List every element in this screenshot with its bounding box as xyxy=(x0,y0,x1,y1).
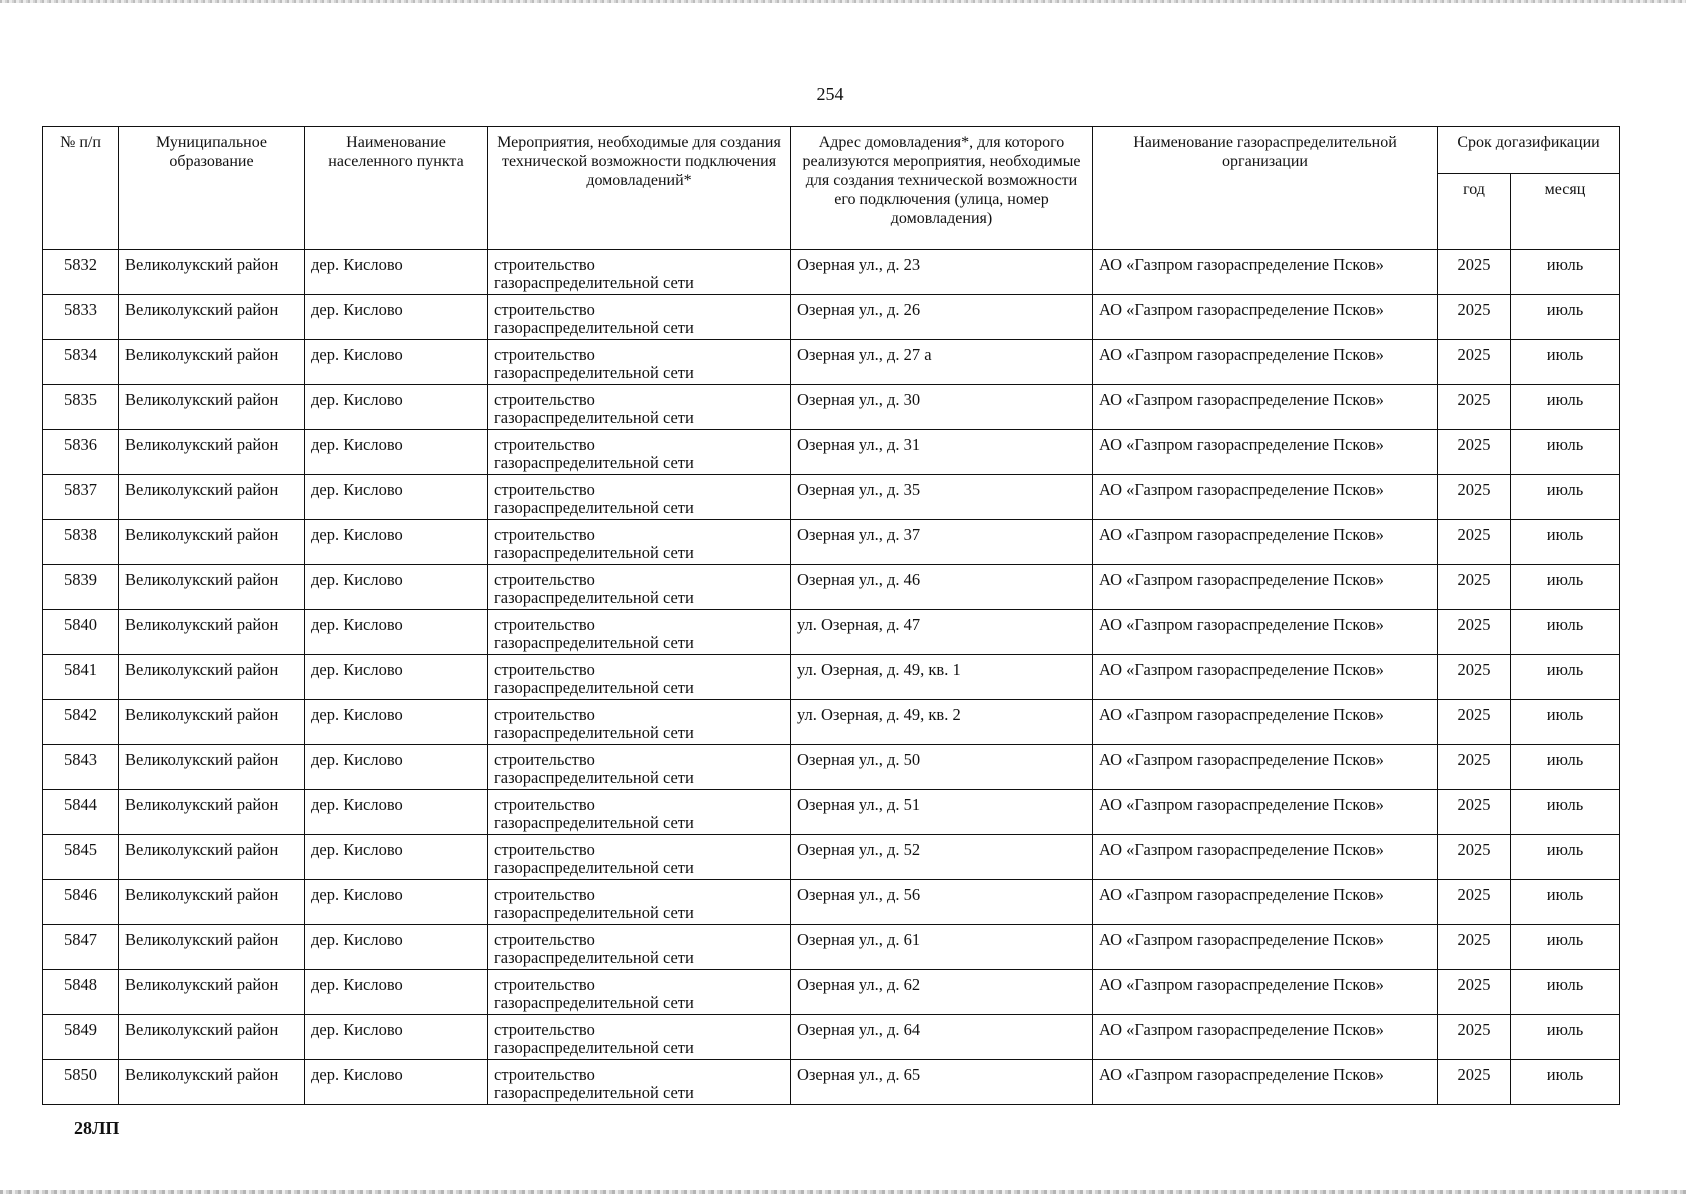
cell-month: июль xyxy=(1511,250,1620,295)
cell-address: Озерная ул., д. 52 xyxy=(791,835,1093,880)
cell-municipality: Великолукский район xyxy=(119,970,305,1015)
cell-measure xyxy=(488,1015,791,1060)
measure-line-1: строительство xyxy=(494,1020,595,1039)
cell-year: 2025 xyxy=(1438,790,1511,835)
table-header xyxy=(43,127,1620,250)
table-row xyxy=(43,295,1620,340)
cell-year: 2025 xyxy=(1438,475,1511,520)
cell-num: 5841 xyxy=(43,655,119,700)
cell-measure xyxy=(488,925,791,970)
cell-month: июль xyxy=(1511,520,1620,565)
cell-month: июль xyxy=(1511,475,1620,520)
header-municipality: Муниципальное образование xyxy=(119,127,305,250)
header-year: год xyxy=(1438,174,1511,250)
table-body xyxy=(43,250,1620,1105)
cell-year: 2025 xyxy=(1438,745,1511,790)
measure-line-1: строительство xyxy=(494,255,595,274)
cell-measure xyxy=(488,475,791,520)
measure-line-2: газораспределительной сети xyxy=(494,498,694,517)
cell-address: Озерная ул., д. 64 xyxy=(791,1015,1093,1060)
cell-settlement: дер. Кислово xyxy=(305,925,488,970)
cell-municipality: Великолукский район xyxy=(119,250,305,295)
cell-settlement: дер. Кислово xyxy=(305,295,488,340)
cell-organization: АО «Газпром газораспределение Псков» xyxy=(1093,250,1438,295)
cell-month: июль xyxy=(1511,655,1620,700)
cell-address: Озерная ул., д. 37 xyxy=(791,520,1093,565)
cell-organization: АО «Газпром газораспределение Псков» xyxy=(1093,340,1438,385)
cell-address: ул. Озерная, д. 49, кв. 1 xyxy=(791,655,1093,700)
cell-address: Озерная ул., д. 61 xyxy=(791,925,1093,970)
cell-address: Озерная ул., д. 62 xyxy=(791,970,1093,1015)
cell-address: ул. Озерная, д. 47 xyxy=(791,610,1093,655)
cell-municipality: Великолукский район xyxy=(119,790,305,835)
cell-measure xyxy=(488,565,791,610)
cell-measure xyxy=(488,250,791,295)
cell-measure xyxy=(488,655,791,700)
cell-month: июль xyxy=(1511,385,1620,430)
cell-address: Озерная ул., д. 26 xyxy=(791,295,1093,340)
measure-line-1: строительство xyxy=(494,300,595,319)
measure-line-2: газораспределительной сети xyxy=(494,543,694,562)
cell-num: 5846 xyxy=(43,880,119,925)
cell-year: 2025 xyxy=(1438,565,1511,610)
cell-num: 5845 xyxy=(43,835,119,880)
cell-municipality: Великолукский район xyxy=(119,565,305,610)
cell-address: ул. Озерная, д. 49, кв. 2 xyxy=(791,700,1093,745)
gasification-table xyxy=(42,126,1620,1105)
cell-organization: АО «Газпром газораспределение Псков» xyxy=(1093,385,1438,430)
cell-organization: АО «Газпром газораспределение Псков» xyxy=(1093,1015,1438,1060)
table-row xyxy=(43,565,1620,610)
cell-organization: АО «Газпром газораспределение Псков» xyxy=(1093,1060,1438,1105)
measure-line-1: строительство xyxy=(494,525,595,544)
cell-settlement: дер. Кислово xyxy=(305,655,488,700)
measure-line-2: газораспределительной сети xyxy=(494,273,694,292)
table-row xyxy=(43,790,1620,835)
table-row xyxy=(43,655,1620,700)
cell-month: июль xyxy=(1511,430,1620,475)
measure-line-2: газораспределительной сети xyxy=(494,723,694,742)
table-row xyxy=(43,340,1620,385)
header-measures: Мероприятия, необходимые для создания технической возможности подключения домовладений* xyxy=(488,127,791,250)
cell-municipality: Великолукский район xyxy=(119,655,305,700)
cell-num: 5847 xyxy=(43,925,119,970)
measure-line-1: строительство xyxy=(494,660,595,679)
cell-year: 2025 xyxy=(1438,700,1511,745)
cell-settlement: дер. Кислово xyxy=(305,1015,488,1060)
cell-address: Озерная ул., д. 27 а xyxy=(791,340,1093,385)
cell-organization: АО «Газпром газораспределение Псков» xyxy=(1093,835,1438,880)
cell-organization: АО «Газпром газораспределение Псков» xyxy=(1093,925,1438,970)
table-row xyxy=(43,610,1620,655)
cell-organization: АО «Газпром газораспределение Псков» xyxy=(1093,430,1438,475)
cell-year: 2025 xyxy=(1438,295,1511,340)
cell-municipality: Великолукский район xyxy=(119,475,305,520)
table-row xyxy=(43,700,1620,745)
cell-num: 5843 xyxy=(43,745,119,790)
cell-month: июль xyxy=(1511,880,1620,925)
cell-measure xyxy=(488,745,791,790)
table-row xyxy=(43,1060,1620,1105)
cell-num: 5838 xyxy=(43,520,119,565)
cell-month: июль xyxy=(1511,340,1620,385)
table-row xyxy=(43,970,1620,1015)
cell-address: Озерная ул., д. 50 xyxy=(791,745,1093,790)
cell-organization: АО «Газпром газораспределение Псков» xyxy=(1093,520,1438,565)
measure-line-1: строительство xyxy=(494,435,595,454)
header-organization: Наименование газораспределительной организации xyxy=(1093,127,1438,250)
measure-line-2: газораспределительной сети xyxy=(494,363,694,382)
cell-num: 5842 xyxy=(43,700,119,745)
cell-year: 2025 xyxy=(1438,880,1511,925)
measure-line-1: строительство xyxy=(494,705,595,724)
header-term: Срок догазификации xyxy=(1438,127,1620,174)
table-row xyxy=(43,925,1620,970)
cell-address: Озерная ул., д. 51 xyxy=(791,790,1093,835)
measure-line-2: газораспределительной сети xyxy=(494,813,694,832)
measure-line-1: строительство xyxy=(494,480,595,499)
measure-line-1: строительство xyxy=(494,750,595,769)
cell-year: 2025 xyxy=(1438,1060,1511,1105)
measure-line-2: газораспределительной сети xyxy=(494,408,694,427)
measure-line-1: строительство xyxy=(494,345,595,364)
table-row xyxy=(43,430,1620,475)
scan-edge-bottom xyxy=(0,1190,1686,1194)
cell-year: 2025 xyxy=(1438,250,1511,295)
cell-month: июль xyxy=(1511,700,1620,745)
cell-settlement: дер. Кислово xyxy=(305,340,488,385)
measure-line-1: строительство xyxy=(494,975,595,994)
cell-organization: АО «Газпром газораспределение Псков» xyxy=(1093,970,1438,1015)
cell-measure xyxy=(488,385,791,430)
cell-measure xyxy=(488,790,791,835)
cell-settlement: дер. Кислово xyxy=(305,475,488,520)
header-settlement: Наименование населенного пункта xyxy=(305,127,488,250)
cell-year: 2025 xyxy=(1438,385,1511,430)
measure-line-2: газораспределительной сети xyxy=(494,903,694,922)
cell-settlement: дер. Кислово xyxy=(305,430,488,475)
table-row xyxy=(43,475,1620,520)
cell-measure xyxy=(488,610,791,655)
cell-measure xyxy=(488,520,791,565)
cell-num: 5837 xyxy=(43,475,119,520)
header-num: № п/п xyxy=(43,127,119,250)
cell-municipality: Великолукский район xyxy=(119,745,305,790)
cell-measure xyxy=(488,700,791,745)
measure-line-1: строительство xyxy=(494,840,595,859)
scan-edge-top xyxy=(0,0,1686,3)
measure-line-2: газораспределительной сети xyxy=(494,633,694,652)
cell-address: Озерная ул., д. 56 xyxy=(791,880,1093,925)
measure-line-2: газораспределительной сети xyxy=(494,453,694,472)
cell-municipality: Великолукский район xyxy=(119,1015,305,1060)
measure-line-1: строительство xyxy=(494,930,595,949)
footer-code: 28ЛП xyxy=(74,1118,120,1138)
cell-settlement: дер. Кислово xyxy=(305,970,488,1015)
cell-settlement: дер. Кислово xyxy=(305,790,488,835)
cell-organization: АО «Газпром газораспределение Псков» xyxy=(1093,790,1438,835)
cell-year: 2025 xyxy=(1438,1015,1511,1060)
cell-month: июль xyxy=(1511,925,1620,970)
measure-line-2: газораспределительной сети xyxy=(494,948,694,967)
cell-measure xyxy=(488,880,791,925)
cell-municipality: Великолукский район xyxy=(119,340,305,385)
cell-settlement: дер. Кислово xyxy=(305,565,488,610)
cell-municipality: Великолукский район xyxy=(119,520,305,565)
cell-municipality: Великолукский район xyxy=(119,385,305,430)
cell-settlement: дер. Кислово xyxy=(305,745,488,790)
cell-settlement: дер. Кислово xyxy=(305,250,488,295)
cell-num: 5839 xyxy=(43,565,119,610)
measure-line-2: газораспределительной сети xyxy=(494,858,694,877)
cell-address: Озерная ул., д. 46 xyxy=(791,565,1093,610)
table-row xyxy=(43,520,1620,565)
cell-settlement: дер. Кислово xyxy=(305,610,488,655)
cell-organization: АО «Газпром газораспределение Псков» xyxy=(1093,295,1438,340)
header-address: Адрес домовладения*, для которого реализуются мероприятия, необходимые для создания технической возможности его подключения (улица, номер домовладения) xyxy=(791,127,1093,250)
measure-line-1: строительство xyxy=(494,1065,595,1084)
cell-year: 2025 xyxy=(1438,835,1511,880)
cell-month: июль xyxy=(1511,790,1620,835)
cell-municipality: Великолукский район xyxy=(119,835,305,880)
cell-address: Озерная ул., д. 30 xyxy=(791,385,1093,430)
cell-num: 5836 xyxy=(43,430,119,475)
cell-organization: АО «Газпром газораспределение Псков» xyxy=(1093,610,1438,655)
cell-month: июль xyxy=(1511,835,1620,880)
cell-month: июль xyxy=(1511,1060,1620,1105)
cell-organization: АО «Газпром газораспределение Псков» xyxy=(1093,880,1438,925)
cell-settlement: дер. Кислово xyxy=(305,700,488,745)
cell-measure xyxy=(488,970,791,1015)
cell-municipality: Великолукский район xyxy=(119,295,305,340)
cell-year: 2025 xyxy=(1438,925,1511,970)
cell-month: июль xyxy=(1511,610,1620,655)
measure-line-1: строительство xyxy=(494,615,595,634)
cell-municipality: Великолукский район xyxy=(119,610,305,655)
measure-line-2: газораспределительной сети xyxy=(494,1038,694,1057)
cell-year: 2025 xyxy=(1438,340,1511,385)
cell-num: 5840 xyxy=(43,610,119,655)
cell-settlement: дер. Кислово xyxy=(305,1060,488,1105)
cell-organization: АО «Газпром газораспределение Псков» xyxy=(1093,655,1438,700)
cell-organization: АО «Газпром газораспределение Псков» xyxy=(1093,565,1438,610)
table-row xyxy=(43,250,1620,295)
cell-organization: АО «Газпром газораспределение Псков» xyxy=(1093,745,1438,790)
measure-line-2: газораспределительной сети xyxy=(494,588,694,607)
cell-settlement: дер. Кислово xyxy=(305,385,488,430)
cell-month: июль xyxy=(1511,565,1620,610)
cell-municipality: Великолукский район xyxy=(119,430,305,475)
cell-municipality: Великолукский район xyxy=(119,880,305,925)
cell-num: 5844 xyxy=(43,790,119,835)
cell-organization: АО «Газпром газораспределение Псков» xyxy=(1093,475,1438,520)
cell-address: Озерная ул., д. 65 xyxy=(791,1060,1093,1105)
cell-measure xyxy=(488,430,791,475)
measure-line-1: строительство xyxy=(494,885,595,904)
cell-num: 5849 xyxy=(43,1015,119,1060)
cell-year: 2025 xyxy=(1438,430,1511,475)
table-row xyxy=(43,385,1620,430)
measure-line-2: газораспределительной сети xyxy=(494,318,694,337)
header-month: месяц xyxy=(1511,174,1620,250)
measure-line-1: строительство xyxy=(494,795,595,814)
cell-address: Озерная ул., д. 23 xyxy=(791,250,1093,295)
cell-month: июль xyxy=(1511,1015,1620,1060)
cell-address: Озерная ул., д. 31 xyxy=(791,430,1093,475)
table-row xyxy=(43,880,1620,925)
table-row xyxy=(43,745,1620,790)
cell-measure xyxy=(488,835,791,880)
measure-line-2: газораспределительной сети xyxy=(494,993,694,1012)
cell-num: 5834 xyxy=(43,340,119,385)
cell-month: июль xyxy=(1511,745,1620,790)
cell-num: 5850 xyxy=(43,1060,119,1105)
cell-organization: АО «Газпром газораспределение Псков» xyxy=(1093,700,1438,745)
cell-measure xyxy=(488,1060,791,1105)
cell-year: 2025 xyxy=(1438,970,1511,1015)
cell-settlement: дер. Кислово xyxy=(305,880,488,925)
cell-month: июль xyxy=(1511,295,1620,340)
cell-measure xyxy=(488,295,791,340)
measure-line-1: строительство xyxy=(494,390,595,409)
cell-settlement: дер. Кислово xyxy=(305,520,488,565)
measure-line-2: газораспределительной сети xyxy=(494,678,694,697)
cell-municipality: Великолукский район xyxy=(119,1060,305,1105)
cell-num: 5848 xyxy=(43,970,119,1015)
cell-year: 2025 xyxy=(1438,610,1511,655)
measure-line-1: строительство xyxy=(494,570,595,589)
measure-line-2: газораспределительной сети xyxy=(494,768,694,787)
table-row xyxy=(43,835,1620,880)
cell-address: Озерная ул., д. 35 xyxy=(791,475,1093,520)
page-number: 254 xyxy=(816,84,844,104)
cell-year: 2025 xyxy=(1438,655,1511,700)
cell-year: 2025 xyxy=(1438,520,1511,565)
cell-municipality: Великолукский район xyxy=(119,925,305,970)
cell-settlement: дер. Кислово xyxy=(305,835,488,880)
measure-line-2: газораспределительной сети xyxy=(494,1083,694,1102)
cell-num: 5832 xyxy=(43,250,119,295)
cell-municipality: Великолукский район xyxy=(119,700,305,745)
cell-num: 5835 xyxy=(43,385,119,430)
cell-num: 5833 xyxy=(43,295,119,340)
cell-month: июль xyxy=(1511,970,1620,1015)
table-row xyxy=(43,1015,1620,1060)
cell-measure xyxy=(488,340,791,385)
